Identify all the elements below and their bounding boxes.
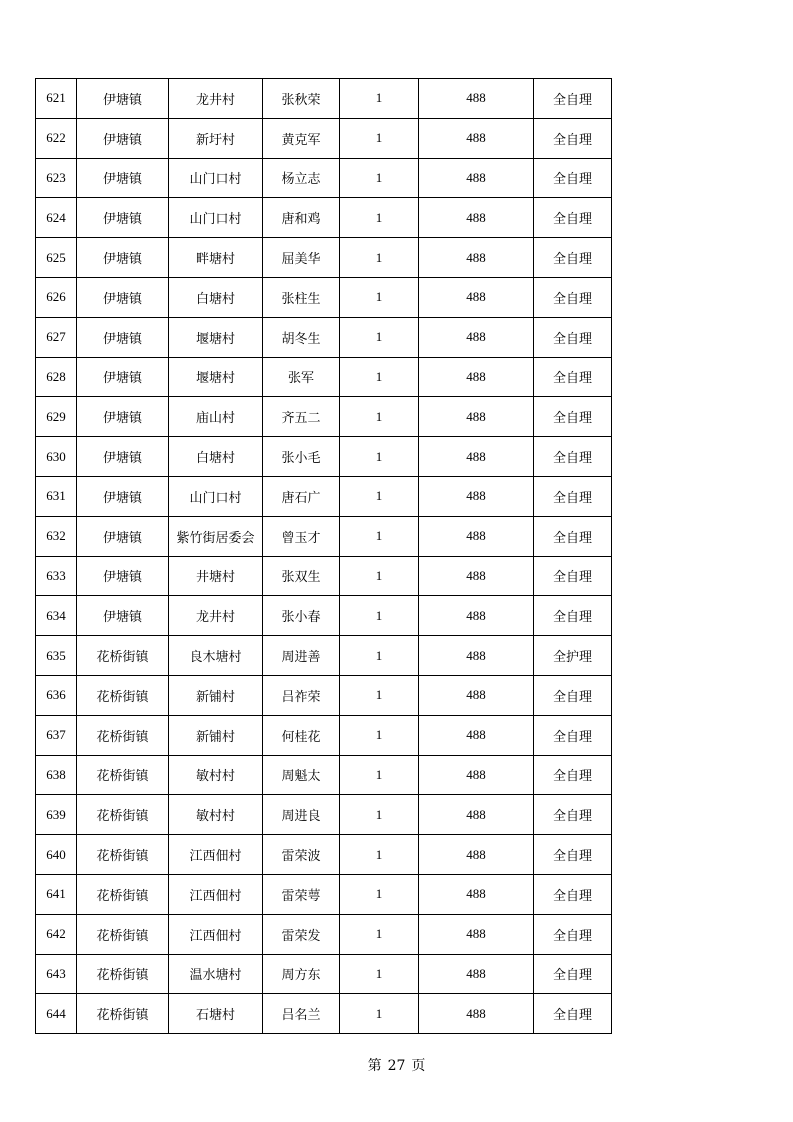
cell-town: 伊塘镇 bbox=[77, 596, 169, 636]
cell-town: 伊塘镇 bbox=[77, 277, 169, 317]
cell-count: 1 bbox=[340, 317, 419, 357]
cell-care-type: 全自理 bbox=[534, 118, 612, 158]
cell-person-name: 张秋荣 bbox=[263, 79, 340, 119]
cell-amount: 488 bbox=[419, 516, 534, 556]
cell-count: 1 bbox=[340, 158, 419, 198]
cell-town: 伊塘镇 bbox=[77, 556, 169, 596]
cell-row-index: 644 bbox=[36, 994, 77, 1034]
cell-care-type: 全自理 bbox=[534, 277, 612, 317]
table-row bbox=[36, 357, 612, 397]
cell-village: 井塘村 bbox=[169, 556, 263, 596]
cell-count: 1 bbox=[340, 914, 419, 954]
cell-count: 1 bbox=[340, 874, 419, 914]
cell-care-type: 全自理 bbox=[534, 158, 612, 198]
cell-person-name: 雷荣萼 bbox=[263, 874, 340, 914]
cell-amount: 488 bbox=[419, 755, 534, 795]
cell-town: 伊塘镇 bbox=[77, 238, 169, 278]
cell-row-index: 630 bbox=[36, 437, 77, 477]
cell-row-index: 632 bbox=[36, 516, 77, 556]
cell-amount: 488 bbox=[419, 795, 534, 835]
cell-town: 伊塘镇 bbox=[77, 516, 169, 556]
cell-care-type: 全护理 bbox=[534, 636, 612, 676]
cell-person-name: 胡冬生 bbox=[263, 317, 340, 357]
cell-row-index: 622 bbox=[36, 118, 77, 158]
cell-row-index: 636 bbox=[36, 675, 77, 715]
cell-town: 花桥街镇 bbox=[77, 795, 169, 835]
table-row bbox=[36, 795, 612, 835]
cell-village: 堰塘村 bbox=[169, 317, 263, 357]
cell-village: 山门口村 bbox=[169, 158, 263, 198]
cell-amount: 488 bbox=[419, 556, 534, 596]
cell-person-name: 何桂花 bbox=[263, 715, 340, 755]
cell-row-index: 628 bbox=[36, 357, 77, 397]
table-body bbox=[36, 79, 612, 1034]
cell-village: 白塘村 bbox=[169, 277, 263, 317]
cell-count: 1 bbox=[340, 476, 419, 516]
cell-town: 花桥街镇 bbox=[77, 954, 169, 994]
cell-care-type: 全自理 bbox=[534, 556, 612, 596]
cell-amount: 488 bbox=[419, 675, 534, 715]
cell-row-index: 621 bbox=[36, 79, 77, 119]
table-row bbox=[36, 317, 612, 357]
cell-amount: 488 bbox=[419, 914, 534, 954]
cell-village: 石塘村 bbox=[169, 994, 263, 1034]
cell-amount: 488 bbox=[419, 397, 534, 437]
cell-count: 1 bbox=[340, 437, 419, 477]
cell-town: 花桥街镇 bbox=[77, 874, 169, 914]
table-row bbox=[36, 118, 612, 158]
cell-town: 花桥街镇 bbox=[77, 835, 169, 875]
table-row bbox=[36, 596, 612, 636]
cell-count: 1 bbox=[340, 755, 419, 795]
cell-person-name: 杨立志 bbox=[263, 158, 340, 198]
table-row bbox=[36, 835, 612, 875]
cell-care-type: 全自理 bbox=[534, 596, 612, 636]
cell-row-index: 629 bbox=[36, 397, 77, 437]
cell-village: 紫竹街居委会 bbox=[169, 516, 263, 556]
cell-amount: 488 bbox=[419, 158, 534, 198]
cell-amount: 488 bbox=[419, 994, 534, 1034]
cell-amount: 488 bbox=[419, 79, 534, 119]
cell-person-name: 吕祚荣 bbox=[263, 675, 340, 715]
cell-count: 1 bbox=[340, 596, 419, 636]
cell-village: 山门口村 bbox=[169, 476, 263, 516]
cell-village: 龙井村 bbox=[169, 79, 263, 119]
cell-village: 江西佃村 bbox=[169, 835, 263, 875]
cell-village: 江西佃村 bbox=[169, 914, 263, 954]
cell-care-type: 全自理 bbox=[534, 198, 612, 238]
cell-village: 新铺村 bbox=[169, 675, 263, 715]
cell-village: 堰塘村 bbox=[169, 357, 263, 397]
cell-amount: 488 bbox=[419, 636, 534, 676]
cell-count: 1 bbox=[340, 118, 419, 158]
cell-count: 1 bbox=[340, 556, 419, 596]
cell-town: 伊塘镇 bbox=[77, 437, 169, 477]
cell-amount: 488 bbox=[419, 954, 534, 994]
cell-village: 江西佃村 bbox=[169, 874, 263, 914]
cell-row-index: 640 bbox=[36, 835, 77, 875]
cell-person-name: 雷荣发 bbox=[263, 914, 340, 954]
cell-care-type: 全自理 bbox=[534, 675, 612, 715]
cell-town: 伊塘镇 bbox=[77, 397, 169, 437]
cell-row-index: 639 bbox=[36, 795, 77, 835]
cell-village: 白塘村 bbox=[169, 437, 263, 477]
cell-person-name: 张小毛 bbox=[263, 437, 340, 477]
cell-count: 1 bbox=[340, 795, 419, 835]
cell-row-index: 624 bbox=[36, 198, 77, 238]
cell-village: 畔塘村 bbox=[169, 238, 263, 278]
cell-care-type: 全自理 bbox=[534, 914, 612, 954]
table-row bbox=[36, 198, 612, 238]
table-row bbox=[36, 715, 612, 755]
cell-care-type: 全自理 bbox=[534, 437, 612, 477]
cell-care-type: 全自理 bbox=[534, 238, 612, 278]
cell-count: 1 bbox=[340, 715, 419, 755]
cell-person-name: 屈美华 bbox=[263, 238, 340, 278]
cell-care-type: 全自理 bbox=[534, 755, 612, 795]
cell-amount: 488 bbox=[419, 596, 534, 636]
cell-village: 敏村村 bbox=[169, 795, 263, 835]
cell-town: 花桥街镇 bbox=[77, 914, 169, 954]
cell-town: 花桥街镇 bbox=[77, 715, 169, 755]
table-row bbox=[36, 914, 612, 954]
table-row bbox=[36, 874, 612, 914]
cell-row-index: 634 bbox=[36, 596, 77, 636]
cell-care-type: 全自理 bbox=[534, 476, 612, 516]
cell-person-name: 周魁太 bbox=[263, 755, 340, 795]
table-row bbox=[36, 636, 612, 676]
cell-row-index: 635 bbox=[36, 636, 77, 676]
cell-row-index: 641 bbox=[36, 874, 77, 914]
cell-row-index: 643 bbox=[36, 954, 77, 994]
cell-count: 1 bbox=[340, 994, 419, 1034]
cell-person-name: 张小春 bbox=[263, 596, 340, 636]
cell-town: 花桥街镇 bbox=[77, 994, 169, 1034]
cell-count: 1 bbox=[340, 636, 419, 676]
cell-amount: 488 bbox=[419, 238, 534, 278]
page-footer-suffix: 页 bbox=[411, 1058, 426, 1074]
cell-count: 1 bbox=[340, 835, 419, 875]
cell-care-type: 全自理 bbox=[534, 516, 612, 556]
cell-amount: 488 bbox=[419, 476, 534, 516]
cell-amount: 488 bbox=[419, 437, 534, 477]
cell-town: 伊塘镇 bbox=[77, 198, 169, 238]
table-row bbox=[36, 556, 612, 596]
cell-care-type: 全自理 bbox=[534, 994, 612, 1034]
cell-care-type: 全自理 bbox=[534, 874, 612, 914]
cell-count: 1 bbox=[340, 675, 419, 715]
cell-count: 1 bbox=[340, 954, 419, 994]
table-row bbox=[36, 476, 612, 516]
cell-amount: 488 bbox=[419, 277, 534, 317]
cell-town: 花桥街镇 bbox=[77, 755, 169, 795]
cell-count: 1 bbox=[340, 277, 419, 317]
cell-row-index: 637 bbox=[36, 715, 77, 755]
cell-town: 伊塘镇 bbox=[77, 476, 169, 516]
cell-row-index: 625 bbox=[36, 238, 77, 278]
page-footer-prefix: 第 bbox=[367, 1058, 382, 1074]
cell-town: 花桥街镇 bbox=[77, 636, 169, 676]
cell-amount: 488 bbox=[419, 198, 534, 238]
cell-care-type: 全自理 bbox=[534, 317, 612, 357]
cell-care-type: 全自理 bbox=[534, 715, 612, 755]
table-row bbox=[36, 994, 612, 1034]
cell-person-name: 张军 bbox=[263, 357, 340, 397]
cell-person-name: 周进良 bbox=[263, 795, 340, 835]
cell-person-name: 雷荣波 bbox=[263, 835, 340, 875]
table-row bbox=[36, 238, 612, 278]
cell-town: 伊塘镇 bbox=[77, 118, 169, 158]
cell-person-name: 周进善 bbox=[263, 636, 340, 676]
cell-care-type: 全自理 bbox=[534, 835, 612, 875]
page-number: 27 bbox=[387, 1058, 406, 1074]
cell-town: 伊塘镇 bbox=[77, 357, 169, 397]
cell-person-name: 张柱生 bbox=[263, 277, 340, 317]
cell-person-name: 曾玉才 bbox=[263, 516, 340, 556]
cell-town: 伊塘镇 bbox=[77, 317, 169, 357]
table-row bbox=[36, 437, 612, 477]
table-row bbox=[36, 79, 612, 119]
cell-village: 龙井村 bbox=[169, 596, 263, 636]
cell-count: 1 bbox=[340, 516, 419, 556]
cell-village: 新铺村 bbox=[169, 715, 263, 755]
cell-person-name: 吕名兰 bbox=[263, 994, 340, 1034]
table-row bbox=[36, 158, 612, 198]
cell-row-index: 642 bbox=[36, 914, 77, 954]
cell-care-type: 全自理 bbox=[534, 79, 612, 119]
page-footer bbox=[0, 1055, 793, 1075]
table-row bbox=[36, 675, 612, 715]
cell-count: 1 bbox=[340, 397, 419, 437]
cell-row-index: 627 bbox=[36, 317, 77, 357]
cell-person-name: 周方东 bbox=[263, 954, 340, 994]
cell-row-index: 623 bbox=[36, 158, 77, 198]
cell-care-type: 全自理 bbox=[534, 954, 612, 994]
cell-care-type: 全自理 bbox=[534, 357, 612, 397]
cell-village: 庙山村 bbox=[169, 397, 263, 437]
cell-count: 1 bbox=[340, 238, 419, 278]
cell-amount: 488 bbox=[419, 317, 534, 357]
cell-town: 伊塘镇 bbox=[77, 79, 169, 119]
record-table bbox=[35, 78, 612, 1034]
cell-amount: 488 bbox=[419, 835, 534, 875]
table-row bbox=[36, 397, 612, 437]
cell-town: 伊塘镇 bbox=[77, 158, 169, 198]
cell-count: 1 bbox=[340, 198, 419, 238]
table-row bbox=[36, 277, 612, 317]
cell-amount: 488 bbox=[419, 874, 534, 914]
cell-row-index: 626 bbox=[36, 277, 77, 317]
table-row bbox=[36, 755, 612, 795]
cell-person-name: 唐和鸡 bbox=[263, 198, 340, 238]
cell-row-index: 633 bbox=[36, 556, 77, 596]
cell-person-name: 黄克军 bbox=[263, 118, 340, 158]
cell-village: 山门口村 bbox=[169, 198, 263, 238]
cell-amount: 488 bbox=[419, 357, 534, 397]
table-row bbox=[36, 516, 612, 556]
cell-amount: 488 bbox=[419, 118, 534, 158]
cell-row-index: 631 bbox=[36, 476, 77, 516]
table-row bbox=[36, 954, 612, 994]
cell-count: 1 bbox=[340, 357, 419, 397]
cell-village: 新圩村 bbox=[169, 118, 263, 158]
cell-village: 敏村村 bbox=[169, 755, 263, 795]
cell-care-type: 全自理 bbox=[534, 795, 612, 835]
cell-person-name: 张双生 bbox=[263, 556, 340, 596]
cell-village: 良木塘村 bbox=[169, 636, 263, 676]
cell-town: 花桥街镇 bbox=[77, 675, 169, 715]
cell-person-name: 齐五二 bbox=[263, 397, 340, 437]
cell-care-type: 全自理 bbox=[534, 397, 612, 437]
cell-count: 1 bbox=[340, 79, 419, 119]
cell-person-name: 唐石广 bbox=[263, 476, 340, 516]
cell-row-index: 638 bbox=[36, 755, 77, 795]
cell-amount: 488 bbox=[419, 715, 534, 755]
cell-village: 温水塘村 bbox=[169, 954, 263, 994]
